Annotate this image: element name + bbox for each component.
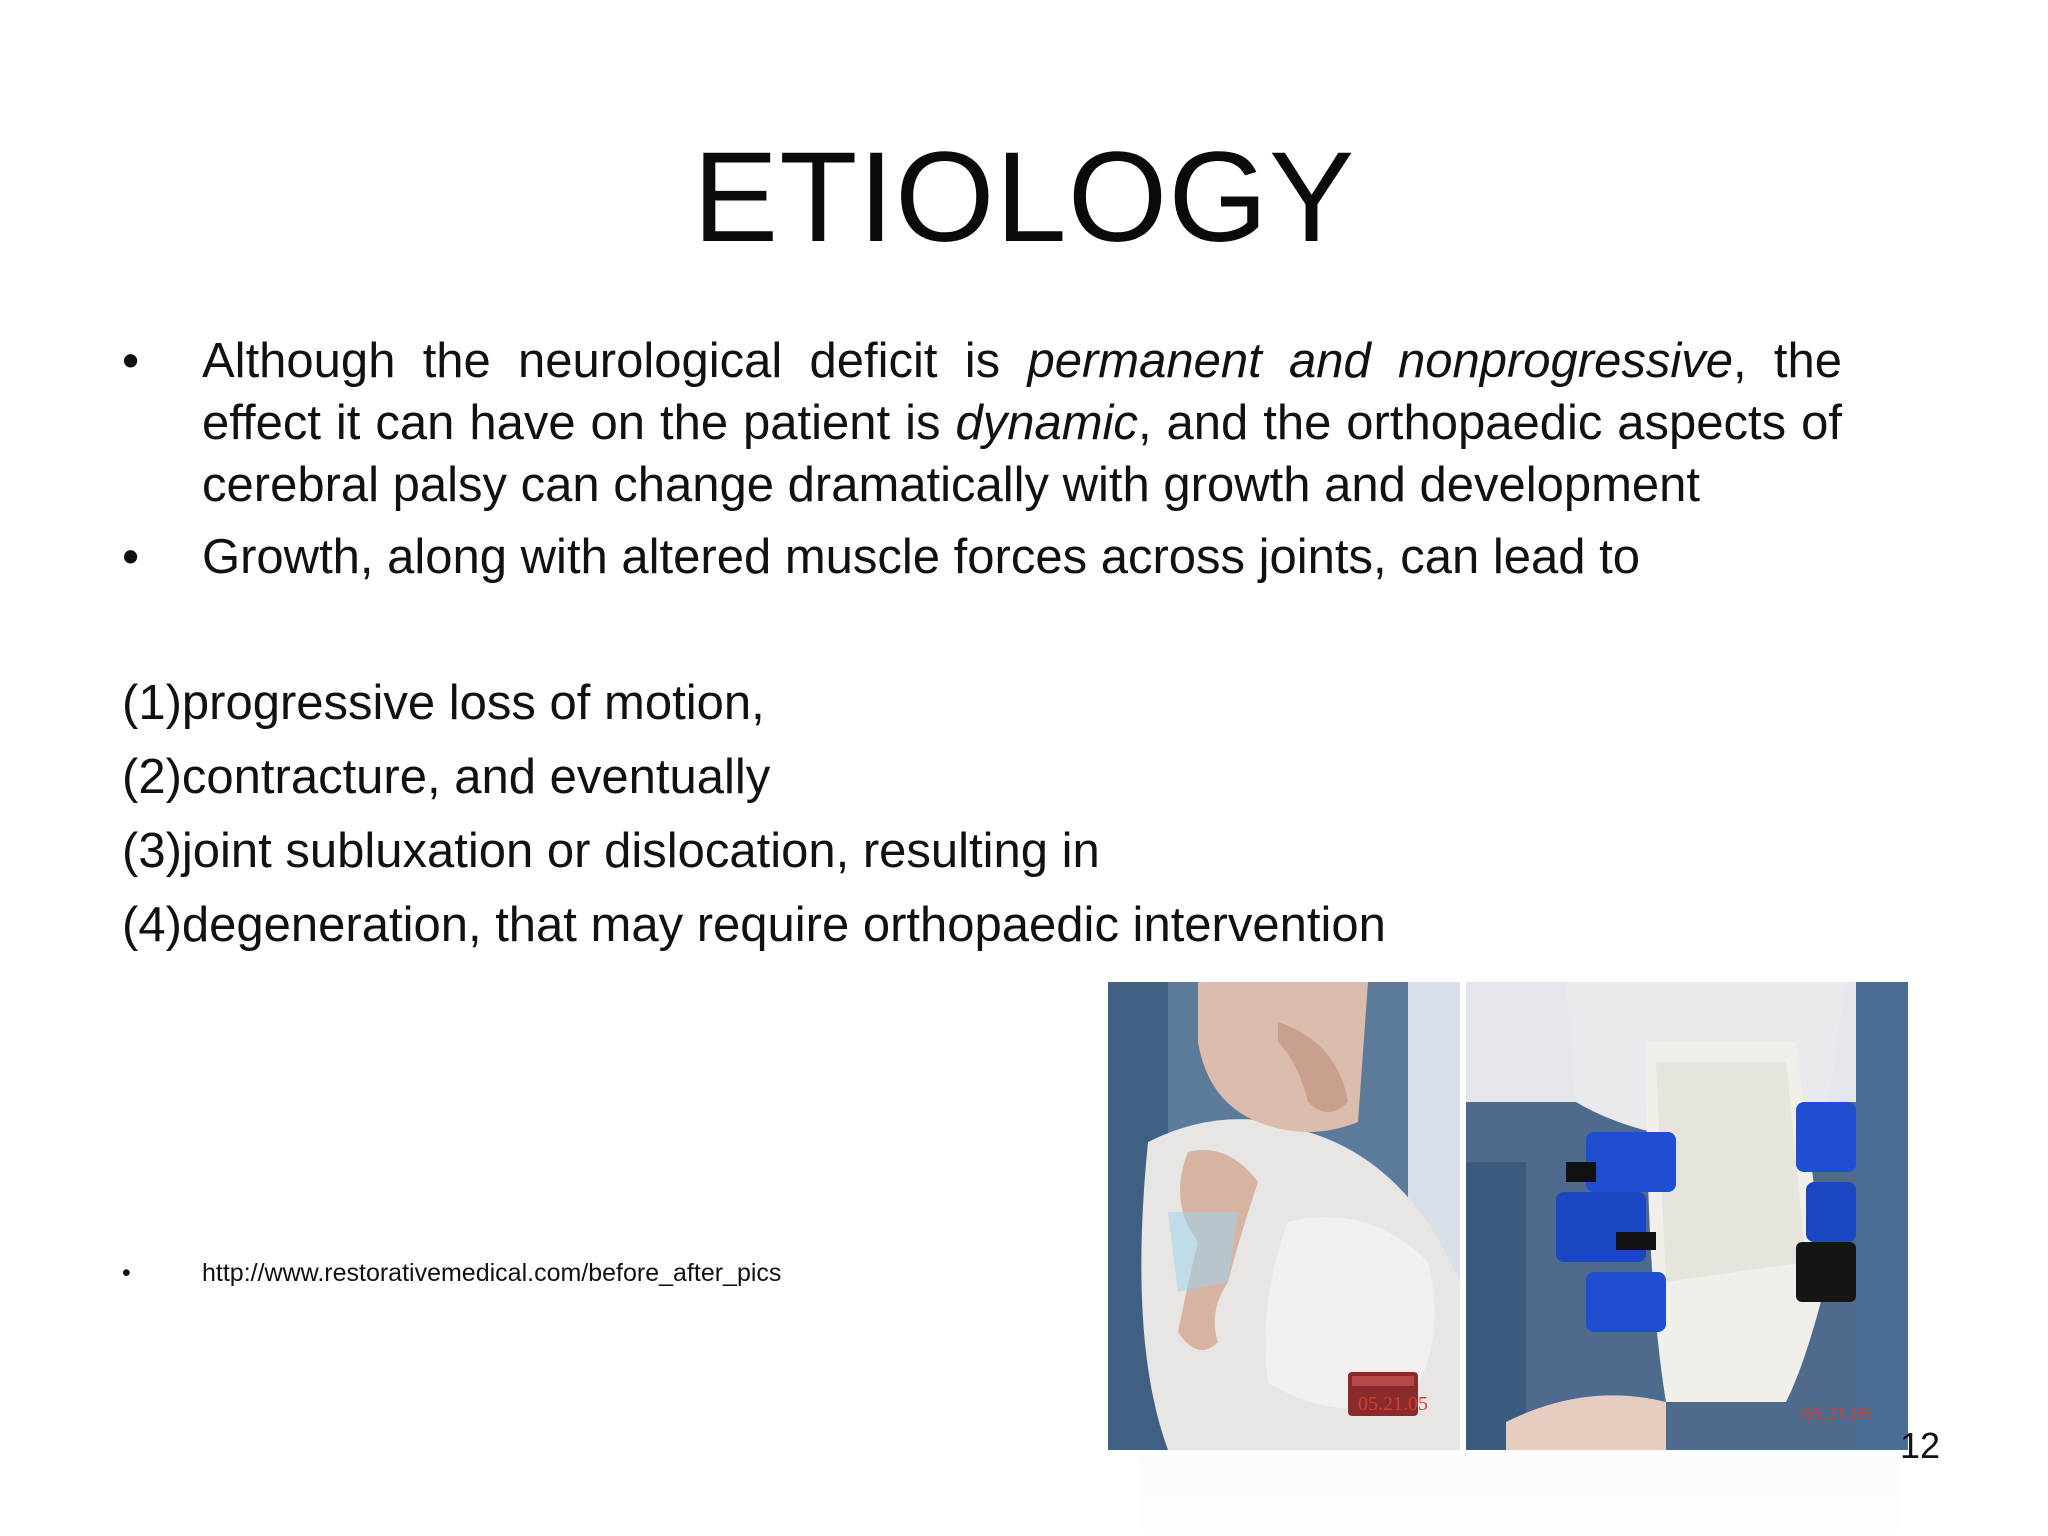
- bullet-item-2: [122, 526, 1842, 588]
- after-photo-image: [1466, 982, 1908, 1450]
- bullet-text-2: Growth, along with altered muscle forces across joints, can lead to: [202, 530, 1641, 584]
- footer-wash: [1140, 1456, 1900, 1536]
- slide-title: ETIOLOGY: [692, 126, 1356, 269]
- page-number: 12: [1900, 1425, 1941, 1466]
- before-photo-image: [1108, 982, 1460, 1450]
- bullet-list: [122, 330, 1842, 588]
- bullet-text-1-pre: Although the neurological deficit is: [202, 334, 1028, 388]
- bullet-text-1-post: , and the orthopaedic aspects of cerebral palsy can change dramatically with growth and development: [202, 396, 1842, 512]
- bullet-item-1: [122, 330, 1842, 516]
- bullet-text-1: [202, 330, 1842, 516]
- before-after-photos: [1108, 982, 1908, 1450]
- numbered-item-2: (2)contracture, and eventually: [122, 750, 771, 804]
- reference-url: http://www.restorativemedical.com/before_after_pics: [202, 1259, 782, 1287]
- numbered-item-4: (4)degeneration, that may require orthopaedic intervention: [122, 898, 1386, 952]
- bullet-text-1-mid: , the effect it can have on the patient is: [202, 334, 1842, 450]
- after-photo: [1466, 982, 1908, 1450]
- bullet-marker: •: [122, 1259, 131, 1287]
- before-photo-stamp: 05.21.05: [1358, 1393, 1428, 1415]
- before-photo: [1108, 982, 1460, 1450]
- bullet-marker: •: [122, 334, 140, 388]
- numbered-item-3: (3)joint subluxation or dislocation, resulting in: [122, 824, 1100, 878]
- bullet-text-1-italic-1: permanent and nonprogressive: [1027, 334, 1733, 388]
- reference-item: [122, 1256, 781, 1290]
- bullet-text-1-italic-2: dynamic: [955, 396, 1138, 450]
- bullet-marker: •: [122, 530, 140, 584]
- numbered-item-1: (1)progressive loss of motion,: [122, 676, 765, 730]
- after-photo-stamp: 05.21.05: [1802, 1403, 1872, 1425]
- numbered-list: [122, 666, 1386, 962]
